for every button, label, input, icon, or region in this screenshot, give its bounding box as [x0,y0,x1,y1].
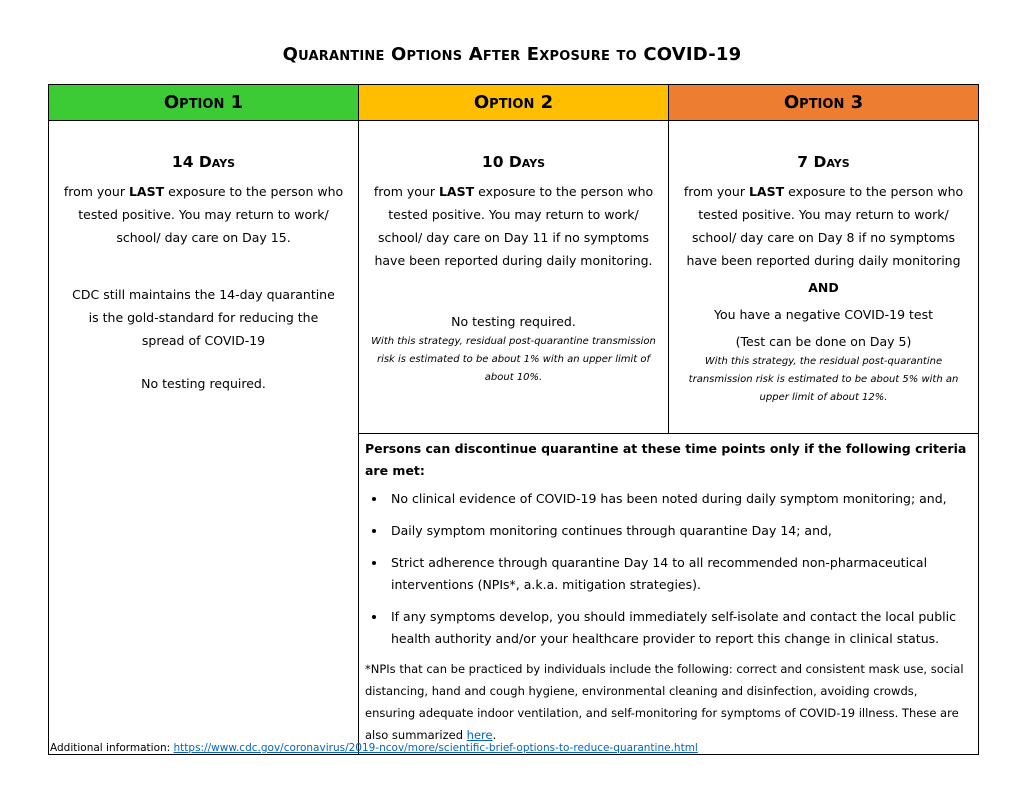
criteria-heading: Persons can discontinue quarantine at these time points only if the following criteria are met: [365,441,967,478]
footer-label: Additional information: [50,742,171,754]
option-2-header: Option 2 [359,85,669,121]
option-1-days: 14 Days [171,153,236,171]
option-1-header: Option 1 [49,85,359,121]
option-3-header: Option 3 [669,85,979,121]
footer [50,742,698,754]
criteria-item: • No clinical evidence of COVID-19 has been noted during daily symptom monitoring; and, [387,488,970,510]
option-1-testing-text: No testing required. [141,376,266,391]
option-3-and: AND [808,280,839,295]
options-table [48,84,979,755]
npi-note: *NPIs that can be practiced by individuals include the following: correct and consistent mask use, social distancing, hand and cough hygiene, environmental cleaning and disinfection, avoiding crowds, ensuring adequate indoor ventilation, and self-monitoring for symptoms of COVID-19 illness. These are also summarized here. [365,662,964,742]
option-3-text: from your LAST exposure to the person who tested positive. You may return to work/ school/ day care on Day 8 if no symptoms have been reported during daily monitoring [683,184,964,268]
option-3-test-day: (Test can be done on Day 5) [735,334,912,349]
criteria-list [365,488,970,650]
summary-link[interactable]: here [466,728,493,742]
option-3-days: 7 Days [797,153,850,171]
option-3-cell [669,121,979,434]
option-3-test-text: You have a negative COVID-19 test [713,307,934,322]
option-1-text: from your LAST exposure to the person who tested positive. You may return to work/ school/ day care on Day 15. [63,184,344,245]
option-3-risk-note: With this strategy, the residual post-quarantine transmission risk is estimated to be about 5% with an upper limit of about 12%. [688,356,959,403]
option-2-cell [359,121,669,434]
criteria-item: • If any symptoms develop, you should immediately self-isolate and contact the local public health authority and/or your healthcare provider to report this change in clinical status. [387,606,970,650]
option-1-standard-text: CDC still maintains the 14-day quarantine is the gold-standard for reducing the spread of COVID-19 [72,287,335,348]
option-2-text: from your LAST exposure to the person who tested positive. You may return to work/ school/ day care on Day 11 if no symptoms have been reported during daily monitoring. [373,184,654,268]
option-2-days: 10 Days [481,153,546,171]
criteria-item: • Strict adherence through quarantine Day 14 to all recommended non-pharmaceutical interventions (NPIs*, a.k.a. mitigation strategies). [387,552,970,596]
option-2-testing-text: No testing required. [451,314,576,329]
option-2-risk-note: With this strategy, residual post-quarantine transmission risk is estimated to be about 1% with an upper limit of about 10%. [371,336,656,383]
page-title: Quarantine Options After Exposure to COVID-19 [282,44,742,65]
criteria-cell [359,434,979,755]
criteria-item: • Daily symptom monitoring continues through quarantine Day 14; and, [387,520,970,542]
cdc-link[interactable]: https://www.cdc.gov/coronavirus/2019-ncov/more/scientific-brief-options-to-reduce-quarantine.html [173,742,698,754]
option-1-cell [49,121,359,755]
